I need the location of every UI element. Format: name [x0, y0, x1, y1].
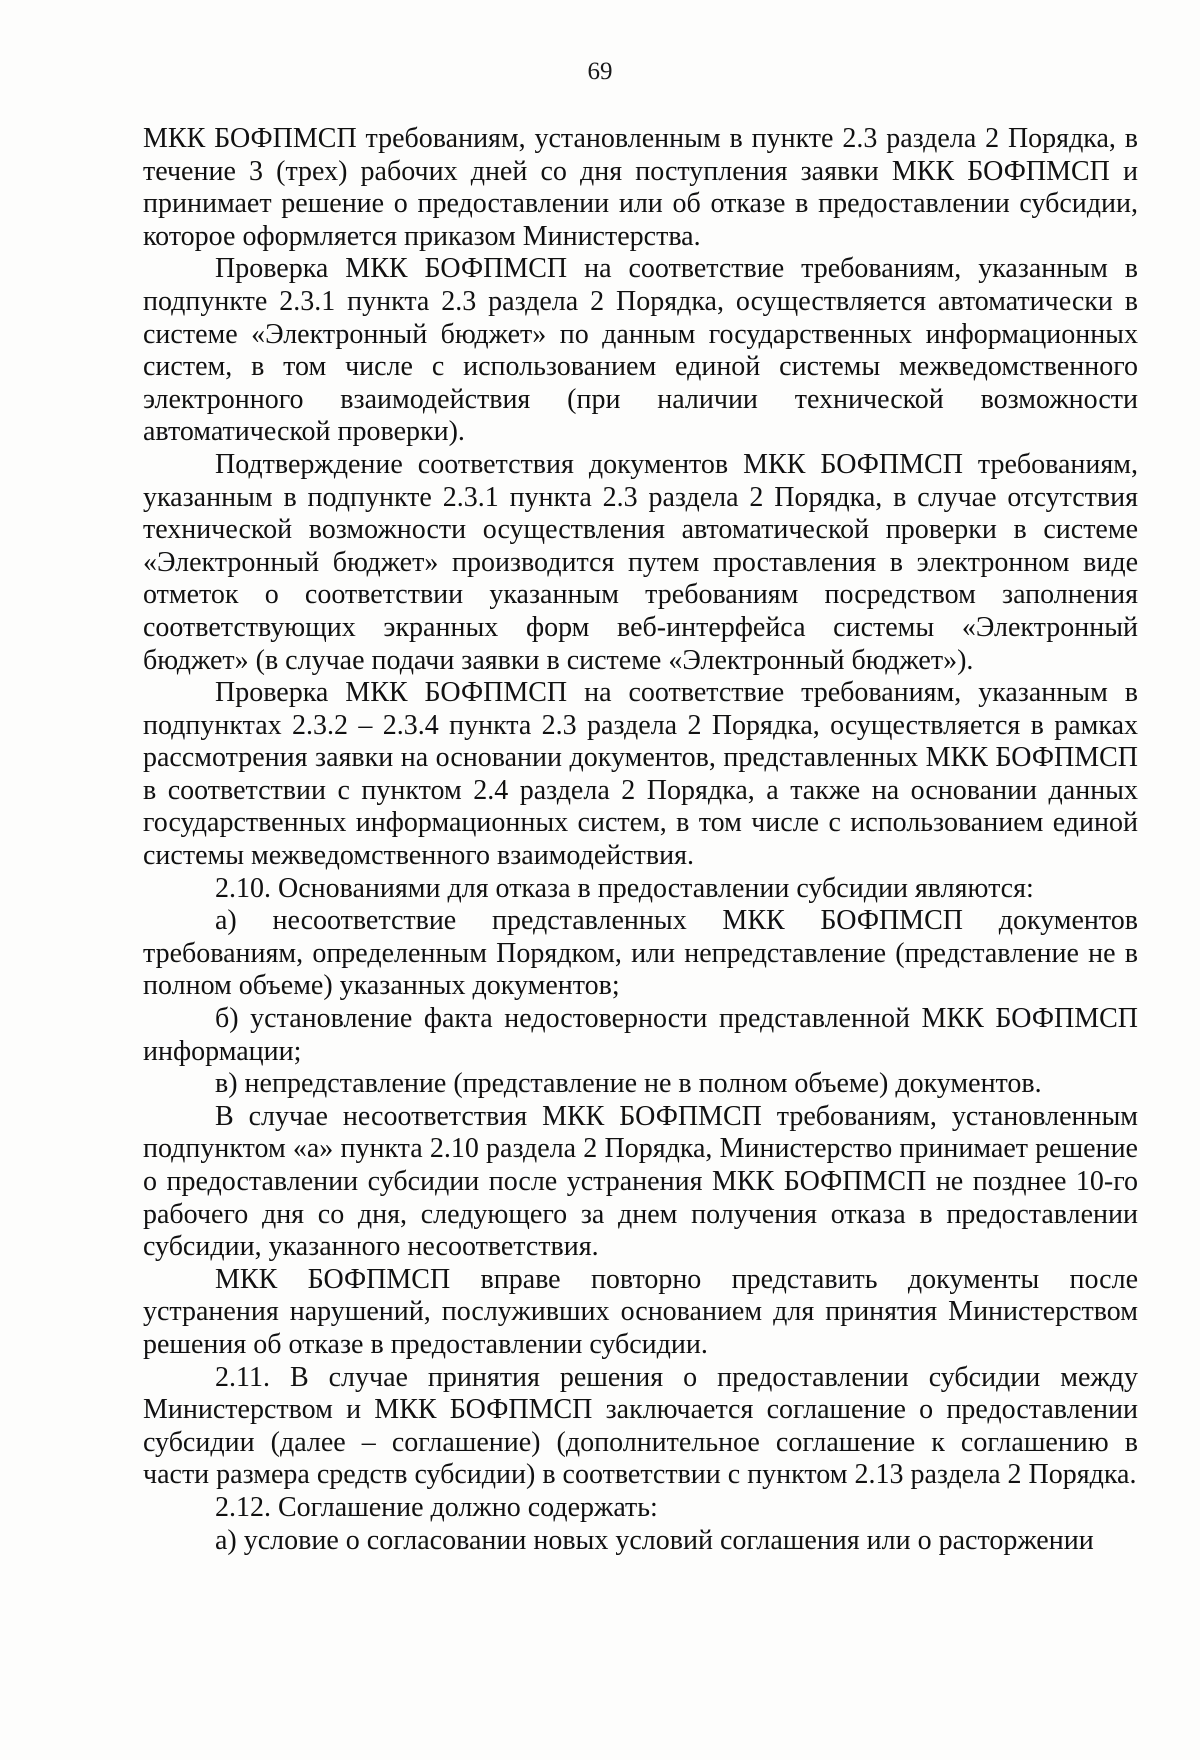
paragraph-item-a: а) несоответствие представленных МКК БОФПМСП документов требованиям, определенным Порядком, или непредставление (представление не в полном объеме) указанных документов; [143, 905, 1138, 1002]
paragraph-resubmission: МКК БОФПМСП вправе повторно представить документы после устранения нарушений, послуживших основанием для принятия Министерством решения об отказе в предоставлении субсидии. [143, 1263, 1138, 1360]
paragraph-clause-2-11: 2.11. В случае принятия решения о предоставлении субсидии между Министерством и МКК БОФПМСП заключается соглашение о предоставлении субсидии (далее – соглашение) (дополнительное соглашение к соглашению в части размера средств субсидии) в соответствии с пунктом 2.13 раздела 2 Порядка. [143, 1361, 1138, 1491]
paragraph-clause-2-12: 2.12. Соглашение должно содержать: [215, 1491, 658, 1523]
paragraph-item-b: б) установление факта недостоверности представленной МКК БОФПМСП информации; [143, 1003, 1138, 1067]
paragraph-verification-auto: Проверка МКК БОФПМСП на соответствие требованиям, указанным в подпункте 2.3.1 пункта 2.3 раздела 2 Порядка, осуществляется автоматически в системе «Электронный бюджет» по данным государственных информационных систем, в том числе с использованием единой системы межведомственного электронного взаимодействия (при наличии технической возможности автоматической проверки). [143, 253, 1138, 448]
paragraph-continuation: МКК БОФПМСП требованиям, установленным в пункте 2.3 раздела 2 Порядка, в течение 3 (трех) рабочих дней со дня поступления заявки МКК БОФПМСП и принимает решение о предоставлении или об отказе в предоставлении субсидии, которое оформляется приказом Министерства. [143, 123, 1138, 252]
page-number: 69 [587, 58, 613, 85]
paragraph-clause-2-10: 2.10. Основаниями для отказа в предоставлении субсидии являются: [215, 872, 1034, 904]
paragraph-verification-documents: Проверка МКК БОФПМСП на соответствие требованиям, указанным в подпунктах 2.3.2 – 2.3.4 пункта 2.3 раздела 2 Порядка, осуществляется в рамках рассмотрения заявки на основании документов, представленных МКК БОФПМСП в соответствии с пунктом 2.4 раздела 2 Порядка, а также на основании данных государственных информационных систем, в том числе с использованием единой системы межведомственного взаимодействия. [143, 677, 1138, 872]
paragraph-clause-2-12-item-a: а) условие о согласовании новых условий соглашения или о расторжении [215, 1524, 1094, 1556]
paragraph-item-v: в) непредставление (представление не в полном объеме) документов. [215, 1068, 1042, 1100]
paragraph-confirmation-manual: Подтверждение соответствия документов МКК БОФПМСП требованиям, указанным в подпункте 2.3.1 пункта 2.3 раздела 2 Порядка, в случае отсутствия технической возможности осуществления автоматической проверки в системе «Электронный бюджет» производится путем проставления в электронном виде отметок о соответствии указанным требованиям посредством заполнения соответствующих экранных форм веб-интерфейса системы «Электронный бюджет» (в случае подачи заявки в системе «Электронный бюджет»). [143, 448, 1138, 676]
document-body [143, 123, 1138, 1557]
paragraph-nonconformity: В случае несоответствия МКК БОФПМСП требованиям, установленным подпунктом «а» пункта 2.10 раздела 2 Порядка, Министерство принимает решение о предоставлении субсидии после устранения МКК БОФПМСП не позднее 10-го рабочего дня со дня, следующего за днем получения отказа в предоставлении субсидии, указанного несоответствия. [143, 1100, 1138, 1263]
